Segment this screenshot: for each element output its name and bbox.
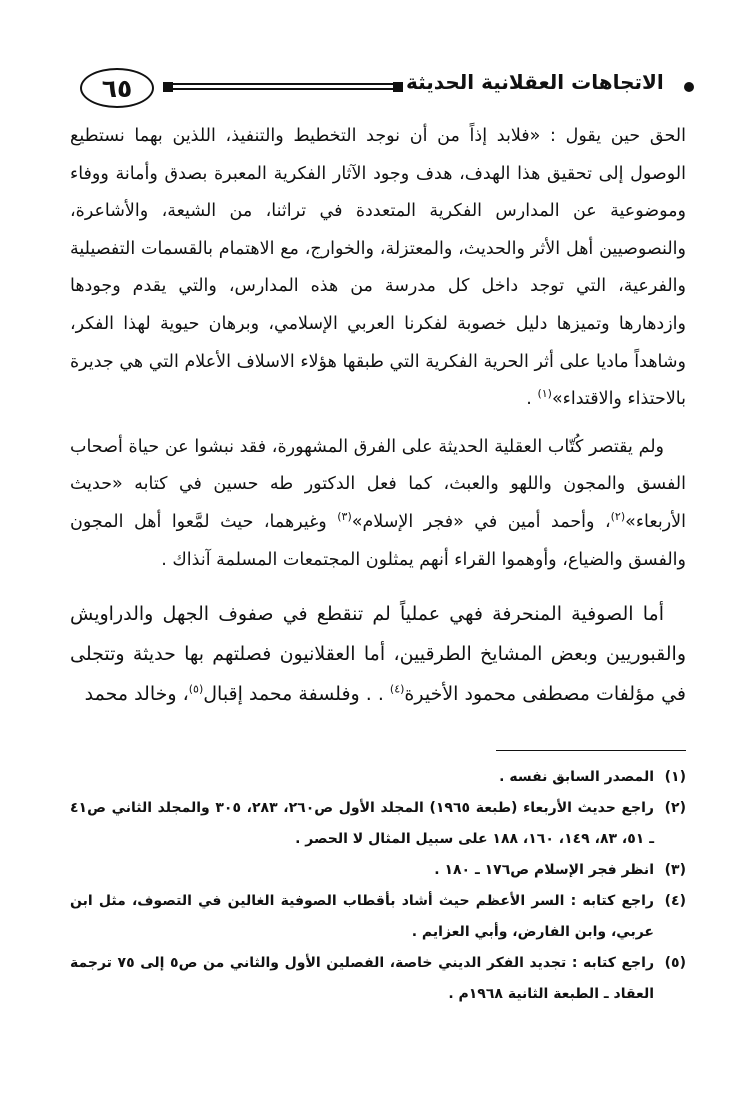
running-header — [80, 68, 696, 112]
header-rule — [164, 83, 402, 91]
footnote-number: (٢) — [664, 800, 686, 816]
paragraph-1-text: الحق حين يقول : «فلابد إذاً من أن نوجد التخطيط والتنفيذ، اللذين بهما نستطيع الوصول إلى تحقيق هذا الهدف، هدف وجود الآثار الفكرية المعبرة بصدق وأمانة ووفاء وموضوعية عن المدارس الفكرية المتعددة في تراثنا، من الشيعة، والأشاعرة، والنصوصيين أهل الأثر والحديث، والمعتزلة، والخوارج، مع الاهتمام بالقسمات التفصيلية والفرعية، التي توجد داخل كل مدرسة من هذه المدارس، والتي يقدم وجودها وازدهارها وتميزها دليل خصوبة لفكرنا العربي الإسلامي، وبرهان حيوية لهذا الفكر، وشاهداً ماديا على أثر الحرية الفكرية التي طبقها هؤلاء الاسلاف الأعلام التي هي جديرة بالاحتذاء والاقتداء» — [70, 126, 686, 410]
footnote-number: (٣) — [664, 862, 686, 878]
main-text — [70, 118, 686, 714]
header-rule-line-bottom — [164, 88, 402, 90]
paragraph-2 — [70, 429, 686, 579]
footnote-number: (٥) — [664, 955, 686, 971]
footnote-2 — [70, 793, 686, 855]
header-bullet-icon — [684, 82, 694, 92]
header-rule-line-top — [164, 83, 402, 85]
paragraph-3-text-c: ، وخالد محمد — [84, 683, 189, 706]
footnote-number: (١) — [664, 769, 686, 785]
paragraph-3-text-a: أما الصوفية المنحرفة فهي عملياً لم تنقطع في صفوف الجهل والدراويش والقبوريين وبعض المشايخ الطرقيين، أما العقلانيون فصلتهم بها حديثة وتتجلى في مؤلفات مصطفى محمود الأخيرة — [70, 603, 686, 706]
footnotes — [70, 762, 686, 1010]
footnote-text: المصدر السابق نفسه . — [499, 769, 654, 785]
footnote-ref-5: (٥) — [188, 682, 204, 696]
page-number: ٦٥ — [80, 68, 154, 108]
footnote-text: راجع كتابه : تجديد الفكر الديني خاصة، الفصلين الأول والثاني من ص٥ إلى ٧٥ ترجمة العقاد ـ الطبعة الثانية ١٩٦٨م . — [70, 955, 655, 1002]
footnote-ref-1: (١) — [537, 387, 552, 401]
footnote-ref-2: (٢) — [610, 510, 626, 524]
footnote-text: راجع حديث الأربعاء (طبعة ١٩٦٥) المجلد الأول ص٢٦٠، ٢٨٣، ٣٠٥ والمجلد الثاني ص٤١ ـ ٥١، ٨٣، ١٤٩، ١٦٠، ١٨٨ على سبيل المثال لا الحصر . — [70, 800, 654, 847]
footnote-3 — [70, 855, 686, 886]
footnote-5 — [70, 948, 686, 1010]
running-title: الاتجاهات العقلانية الحديثة — [406, 70, 664, 94]
header-rule-square-right — [393, 82, 403, 92]
paragraph-2-text-b: ، وأحمد أمين في «فجر الإسلام» — [351, 511, 611, 532]
paragraph-2-text-c: وغيرهما، حيث لمَّعوا أهل المجون والفسق والضياع، وأوهموا القراء أنهم يمثلون المجتمعات المسلمة آنذاك . — [70, 511, 686, 570]
footnote-number: (٤) — [664, 893, 686, 909]
paragraph-1-end: . — [526, 389, 538, 410]
paragraph-2-text-a: ولم يقتصر كُتّاب العقلية الحديثة على الفرق المشهورة، فقد نبشوا عن حياة أصحاب الفسق والمجون واللهو والعبث، كما فعل الدكتور طه حسين في كتابه «حديث الأربعاء» — [70, 436, 686, 532]
footnote-separator — [496, 750, 686, 751]
header-rule-square-left — [163, 82, 173, 92]
paragraph-3-text-b: . . وفلسفة محمد إقبال — [203, 683, 390, 706]
footnote-ref-3: (٣) — [337, 510, 352, 524]
footnote-4 — [70, 886, 686, 948]
footnote-ref-4: (٤) — [389, 682, 405, 696]
footnote-1 — [70, 762, 686, 793]
footnote-text: راجع كتابه : السر الأعظم حيث أشاد بأقطاب الصوفية الغالين في التصوف، مثل ابن عربي، وابن الفارض، وأبي العزايم . — [70, 893, 654, 940]
paragraph-3 — [70, 594, 686, 714]
footnote-text: انظر فجر الإسلام ص١٧٦ ـ ١٨٠ . — [434, 862, 654, 878]
paragraph-1 — [70, 118, 686, 419]
